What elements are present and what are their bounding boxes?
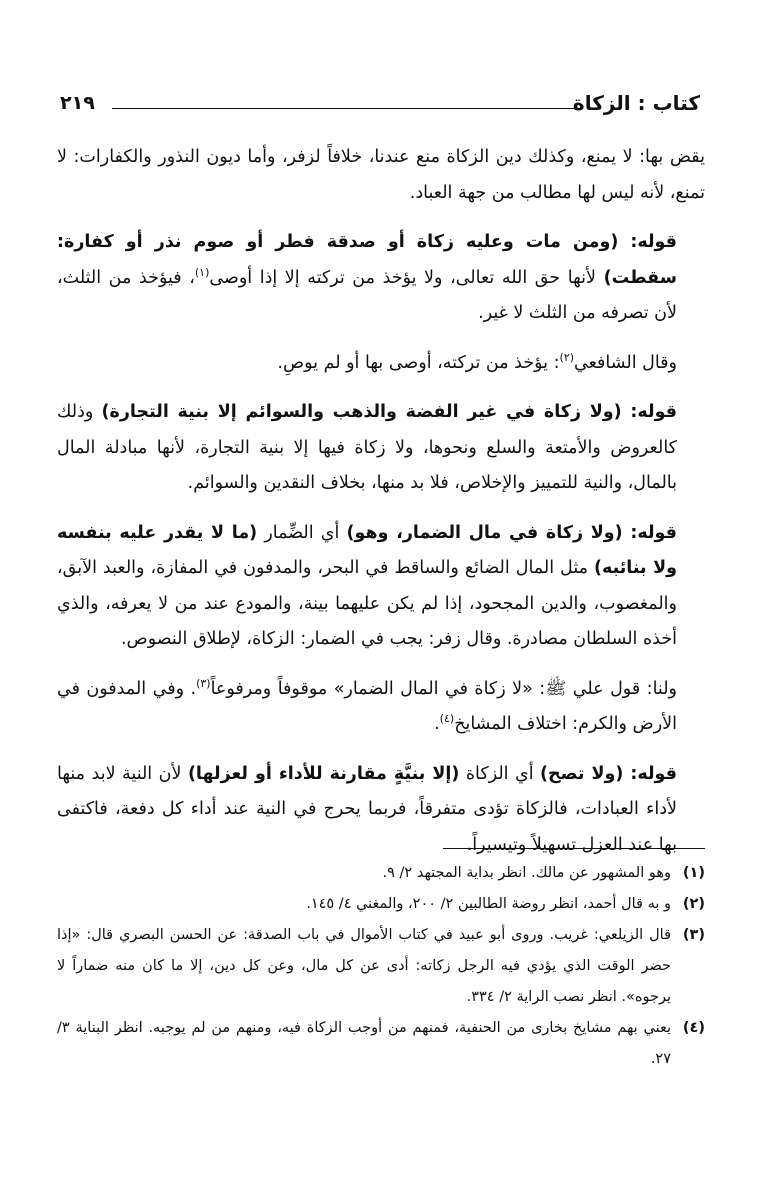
quote-lead: قوله: (ولا زكاة في غير الفضة والذهب والسوائم إلا بنية التجارة) — [101, 402, 677, 422]
footnote-number: (٤) — [682, 1020, 705, 1036]
footnote-ref[interactable]: (٣) — [196, 676, 211, 690]
footnotes — [57, 858, 705, 1075]
footnote-number: (٣) — [682, 927, 705, 943]
quote-lead: قوله: (ولا تصح) — [540, 763, 677, 784]
paragraph-text: . وفي المدفون في الأرض والكرم: اختلاف المشايخ — [57, 678, 677, 734]
paragraph-5 — [57, 516, 705, 658]
quote-lead: قوله: (ومن مات وعليه زكاة أو صدقة فطر أو صوم نذر أو كفارة: سقطت) — [57, 232, 677, 288]
footnote-number: (٢) — [682, 896, 705, 912]
quote-lead: (ما لا يقدر عليه بنفسه ولا بنائبه) — [57, 522, 677, 578]
paragraph-text: ، فيؤخذ من الثلث، لأن تصرفه من الثلث لا غير. — [57, 267, 677, 323]
paragraph-1: يقض بها: لا يمنع، وكذلك دين الزكاة منع عندنا، خلافاً لزفر، وأما ديون النذور والكفارات: لا تمنع، لأنه ليس لها مطالب من جهة العباد. — [57, 147, 705, 203]
paragraph-4 — [57, 395, 705, 502]
paragraph-text: لأن النية لابد منها لأداء العبادات، فالزكاة تؤدى متفرقاً، فربما يحرج في النية عند أداء كل دفعة، فاكتفى بها عند العزل تسهيلاً وتيسيراً. — [57, 763, 677, 855]
footnote-item — [57, 1013, 705, 1075]
footnote-ref[interactable]: (٢) — [559, 350, 575, 364]
paragraph-text: وقال الشافعي — [574, 352, 677, 373]
footnote-text: قال الزيلعي: غريب. وروى أبو عبيد في كتاب الأموال في باب الصدقة: عن الحسن البصري قال: «إذا حضر الوقت الذي يؤدي فيه الرجل زكاته: أدى عن كل مال، وعن كل دين، إلا ما كان منه ضماراً لا يرجوه». انظر نصب الراية ٢/ ٣٣٤. — [57, 927, 671, 1005]
footnote-ref[interactable]: (٤) — [439, 712, 455, 726]
paragraph-3 — [57, 346, 705, 382]
header-rule — [112, 108, 582, 109]
footnote-text: وهو المشهور عن مالك. انظر بداية المجتهد ٢/ ٩. — [382, 865, 671, 881]
paragraph-2 — [57, 225, 705, 332]
paragraph-text: وذلك كالعروض والأمتعة والسلع ونحوها، ولا زكاة فيها إلا بنية التجارة، لأنها مبادلة المال بالمال، والنية للتمييز والإخلاص، فلا بد منها، بخلاف النقدين والسوائم. — [57, 402, 677, 493]
quote-lead: (إلا بنيَّةٍ مقارنة للأداء أو لعزلها) — [187, 763, 460, 784]
footnote-item — [57, 858, 705, 889]
footnote-item — [57, 889, 705, 920]
paragraph-6 — [57, 672, 705, 743]
page-header — [60, 90, 700, 116]
book-title: كتاب : الزكاة — [572, 91, 700, 115]
paragraph-text: أي الزكاة — [459, 763, 541, 784]
footnote-separator — [443, 848, 705, 849]
paragraph-text: . — [434, 714, 440, 734]
footnote-ref[interactable]: (١) — [194, 265, 210, 279]
paragraph-text: : يؤخذ من تركته، أوصى بها أو لم يوصِ. — [277, 352, 560, 373]
paragraph-text: أي الضِّمار — [257, 522, 347, 543]
paragraph-text: ولنا: قول علي ﷺ: «لا زكاة في المال الضمار» موقوفاً ومرفوعاً — [210, 678, 677, 699]
main-text — [57, 140, 705, 877]
footnote-text: يعني بهم مشايخ بخارى من الحنفية، فمنهم من أوجب الزكاة فيه، ومنهم من لم يوجبه. انظر البناية ٣/ ٢٧. — [57, 1020, 671, 1067]
footnote-item — [57, 920, 705, 1013]
paragraph-text: مثل المال الضائع والساقط في البحر، والمدفون في المفازة، والعبد الآبق، والمغصوب، والدين المجحود، إذا لم يكن عليهما بينة، والمودع عند من لا يعرفه، والذي أخذه السلطان مصادرة. وقال زفر: يجب في الضمار: الزكاة، لإطلاق النصوص. — [57, 558, 677, 649]
quote-lead: قوله: (ولا زكاة في مال الضمار، وهو) — [346, 522, 677, 543]
footnote-number: (١) — [682, 865, 705, 881]
page-number: ٢١٩ — [60, 92, 95, 114]
paragraph-text: لأنها حق الله تعالى، ولا يؤخذ من تركته إلا إذا أوصى — [209, 267, 604, 288]
footnote-text: و به قال أحمد، انظر روضة الطالبين ٢/ ٢٠٠، والمغني ٤/ ١٤٥. — [306, 896, 671, 912]
